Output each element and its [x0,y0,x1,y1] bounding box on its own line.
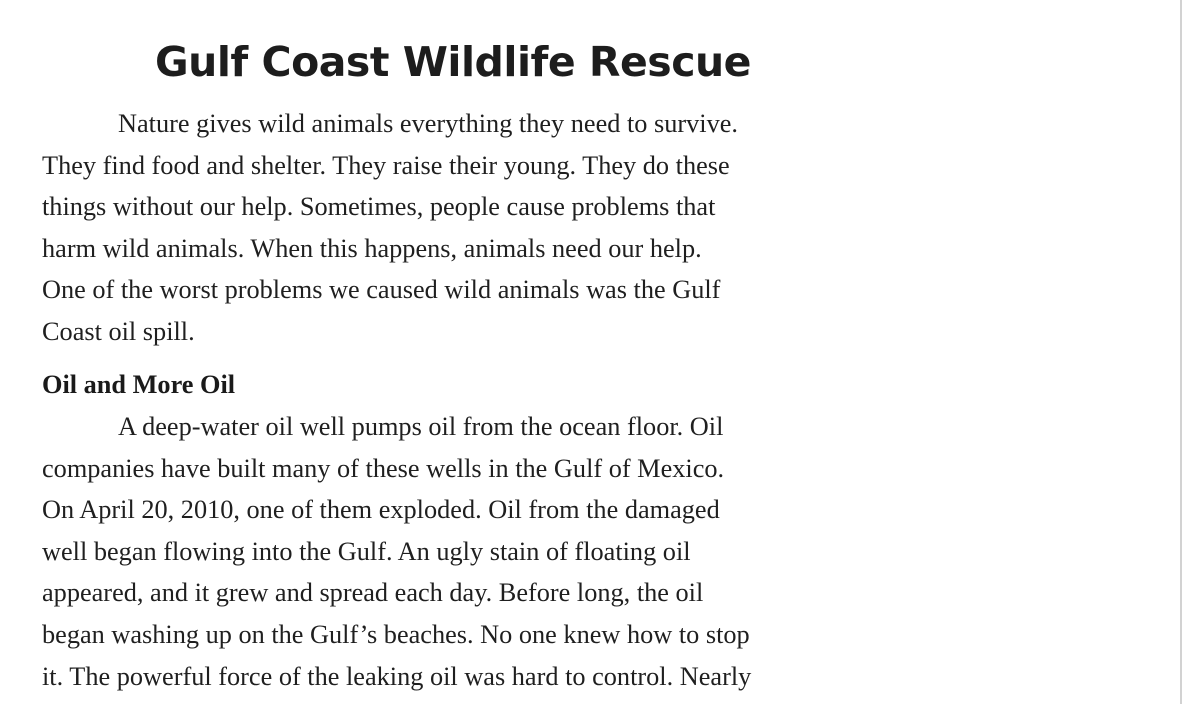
paragraph-line: companies have built many of these wells in the Gulf of Mexico. [42,453,725,483]
intro-paragraph [42,103,842,353]
paragraph-line: it. The powerful force of the leaking oil was hard to control. Nearly [42,661,752,691]
paragraph-line: On April 20, 2010, one of them exploded. Oil from the damaged [42,495,720,525]
paragraph-line: well began flowing into the Gulf. An ugly stain of floating oil [42,536,691,566]
page-title: Gulf Coast Wildlife Rescue [155,38,751,86]
paragraph-line: They find food and shelter. They raise their young. They do these [42,150,730,180]
paragraph-line: appeared, and it grew and spread each day. Before long, the oil [42,578,704,608]
paragraph-line: Coast oil spill. [42,316,195,346]
paragraph-line: Nature gives wild animals everything they need to survive. [118,109,739,138]
section-paragraph [42,406,842,697]
paragraph-line: harm wild animals. When this happens, animals need our help. [42,233,702,263]
paragraph-line: began washing up on the Gulf’s beaches. No one knew how to stop [42,619,750,649]
paragraph-line: A deep-water oil well pumps oil from the ocean floor. Oil [118,412,724,441]
paragraph-line: One of the worst problems we caused wild animals was the Gulf [42,275,721,305]
section-heading: Oil and More Oil [42,370,236,399]
paragraph-line: things without our help. Sometimes, people cause problems that [42,192,716,222]
page-edge-divider [1180,0,1182,704]
